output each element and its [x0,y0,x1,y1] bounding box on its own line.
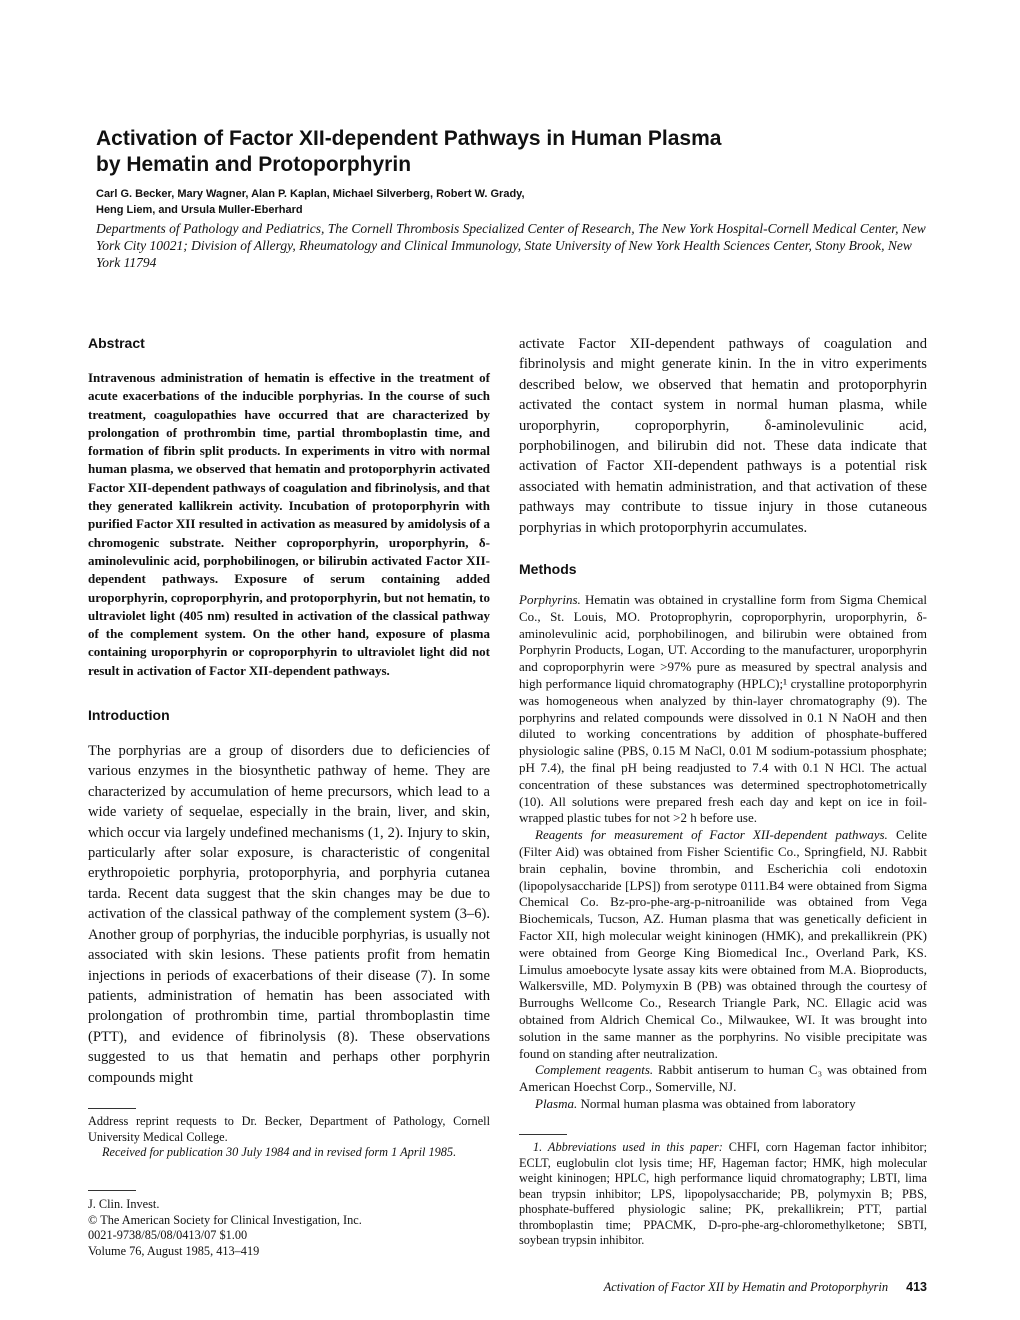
running-footer [480,1280,927,1295]
journal-volume: Volume 76, August 1985, 413–419 [88,1243,260,1258]
footnote-rule-journal [88,1190,136,1191]
methods-complement-paragraph [519,1062,927,1096]
running-title: Activation of Factor XII by Hematin and Protoporphyrin [603,1280,889,1294]
abstract-heading: Abstract [88,335,145,351]
introduction-heading: Introduction [88,707,170,724]
left-footnotes [88,1114,490,1161]
journal-copyright: © The American Society for Clinical Investigation, Inc. [88,1212,362,1227]
porphyrins-text: Hematin was obtained in crystalline form from Sigma Chemical Co., St. Louis, MO. Protoprophyrin, coproporphyrin, uroporphyrin, δ-aminolevulinic acid, porphobilinogen, and bilirubin were obtained from Porphyrin Products, Logan, UT. According to the manufacturer, uroporphyrin and coproporphyrin were >97% pure as measured by spectral analysis and high performance liquid chromatography (HPLC);¹ crystalline protoporphyrin was homogeneous when analyzed by thin-layer chromatography (9). The porphyrins and related compounds were dissolved in 0.1 N NaOH and then diluted to working concentrations by addition of phosphate-buffered physiologic saline (PBS, 0.15 M NaCl, 0.01 M sodium-potassium phosphate; pH 7.4), the final pH being readjusted to 7.4 with 0.1 N HCl. The actual concentration of these substances was determined spectrophotometrically (10). All solutions were prepared fresh each day and kept on ice in foil-wrapped plastic tubes for not >2 h before use. [519,592,927,826]
plasma-run-head: Plasma. [535,1095,578,1111]
methods-plasma-paragraph [519,1096,927,1113]
complement-run-head: Complement reagents. [535,1062,654,1078]
affiliation: Departments of Pathology and Pediatrics, The Cornell Thrombosis Specialized Center of Research, The New York Hospital-Cornell Medical Center, New York City 10021; Division of Allergy, Rheumatology and Clinical Immunology, State University of New York Health Sciences Center, Stony Brook, New York 11794 [96,221,926,270]
porphyrins-run-head: Porphyrins. [519,592,581,608]
methods-reagents-paragraph [519,827,927,1062]
received-note: Received for publication 30 July 1984 and in revised form 1 April 1985. [102,1145,457,1159]
abstract-body: Intravenous administration of hematin is effective in the treatment of acute exacerbations of the inducible porphyrias. In the course of such treatment, coagulopathies have occurred that are characterized by prolongation of prothrombin time, partial thromboplastin time, and formation of fibrin split products. In experiments in vitro with normal human plasma, we observed that hematin and protoporphyrin activated Factor XII-dependent pathways of coagulation and fibrinolysis, and that they generated kallikrein activity. Incubation of protoporphyrin with purified Factor XII resulted in activation as measured by amidolysis of a chromogenic substrate. Neither coproporphyrin, uroporphyrin, δ-aminolevulinic acid, porphobilinogen, or bilirubin activated Factor XII-dependent pathways. Exposure of serum containing added uroporphyrin, coproporphyrin, and protoporphyrin, but not hematin, to ultraviolet light (405 nm) resulted in activation of the classical pathway of the complement system. On the other hand, exposure of plasma containing uroporphyrin or coproporphyrin to ultraviolet light did not result in activation of Factor XII-dependent pathways. [88,370,490,678]
introduction-continued: activate Factor XII-dependent pathways of coagulation and fibrinolysis and might generate kinin. In the in vitro experiments described below, we observed that hematin and protoporphyrin activated the contact system in normal human plasma, while uroporphyrin, coproporphyrin, δ-aminolevulinic acid, porphobilinogen, and bilirubin did not. These data indicate that activation of Factor XII-dependent pathways is a potential risk associated with hematin administration, and that activation of these pathways may contribute to tissue injury in those cutaneous porphyrias in which protoporphyrin accumulates. [519,336,927,536]
journal-code: 0021-9738/85/08/0413/07 $1.00 [88,1228,248,1242]
left-column [88,334,490,1088]
journal-info [88,1197,490,1259]
title-line-1: Activation of Factor XII-dependent Pathways in Human Plasma [96,127,722,150]
abbreviations-head: 1. Abbreviations used in this paper: [533,1140,723,1154]
article-title [96,126,936,178]
authors-line-2: Heng Liem, and Ursula Muller-Eberhard [96,203,303,216]
reagents-run-head: Reagents for measurement of Factor XII-dependent pathways. [535,827,888,843]
plasma-text: Normal human plasma was obtained from laboratory [577,1095,856,1111]
abbreviations-footnote [519,1140,927,1249]
right-column [519,334,927,1113]
footnote-rule-right [519,1134,567,1135]
authors-line-1: Carl G. Becker, Mary Wagner, Alan P. Kaplan, Michael Silverberg, Robert W. Grady, [96,188,525,200]
methods-heading: Methods [519,561,577,578]
footnote-rule-left [88,1108,136,1109]
author-list [96,187,936,218]
methods-porphyrins-paragraph [519,592,927,827]
title-line-2: by Hematin and Protoporphyrin [96,153,412,176]
page-number: 413 [906,1280,927,1294]
journal-name: J. Clin. Invest. [88,1197,160,1211]
abbreviations-note [519,1140,927,1249]
reprint-note: Address reprint requests to Dr. Becker, Department of Pathology, Cornell University Medical College. [88,1114,490,1144]
complement-text: Rabbit antiserum to human C₃ was obtained from American Hoechst Corp., Somerville, NJ. [519,1062,927,1095]
abbreviations-text: CHFI, corn Hageman factor inhibitor; ECLT, euglobulin clot lysis time; HF, Hageman factor; HMK, high molecular weight kininogen; HPLC, high performance liquid chromatography; LBTI, lima bean trypsin inhibitor; LPS, lipopolysaccharide; PB, polymyxin B; PBS, phosphate-buffered physiologic saline; PK, prekallikrein; PTT, partial thromboplastin time; PPACMK, D-pro-phe-arg-chloromethylketone; SBTI, soybean trypsin inhibitor. [519,1140,927,1247]
reagents-text: Celite (Filter Aid) was obtained from Fisher Scientific Co., Springfield, NJ. Rabbit brain cephalin, bovine thrombin, and Escherichia coli endotoxin (lipopolysaccharide [LPS]) from serotype 0111.B4 were obtained from Sigma Chemical Co. Bz-pro-phe-arg-p-nitroanilide was obtained from Vega Biochemicals, Tucson, AZ. Human plasma that was genetically deficient in Factor XII, high molecular weight kininogen (HMK), and prekallikrein (PK) were obtained from George King Biomedical Inc., Overland Park, KS. Limulus amoebocyte lysate assay kits were obtained from M.A. Bioproducts, Walkersville, MD. Polymyxin B (PB) was obtained through the courtesy of Burroughs Wellcome Co., Research Triangle Park, NC. Ellagic acid was obtained from Aldrich Chemical Co., Milwaukee, WI. It was brought into solution in the same manner as the porphyrins. No visible precipitate was found on standing after neutralization. [519,827,927,1061]
introduction-body: The porphyrias are a group of disorders due to deficiencies of various enzymes in the biosynthetic pathway of heme. They are characterized by accumulation of heme precursors, which lead to a wide variety of sequelae, especially in the brain, liver, and skin, which occur via largely undefined mechanisms (1, 2). Injury to skin, particularly after solar exposure, is characteristic of congenital erythropoietic porphyria, protoporphyria, and porphyria cutanea tarda. Recent data suggest that the skin changes may be due to activation of the classical pathway of the complement system (3–6). Another group of porphyrias, the inducible porphyrias, is usually not associated with skin lesions. These patients profit from hematin injections in periods of exacerbations of their disease (7). In some patients, administration of hematin has been associated with prolongation of prothrombin time, partial thromboplastin time (PTT), and evidence of fibrinolysis (8). These observations suggested to us that hematin and perhaps other porphyrin compounds might [88,743,490,1086]
